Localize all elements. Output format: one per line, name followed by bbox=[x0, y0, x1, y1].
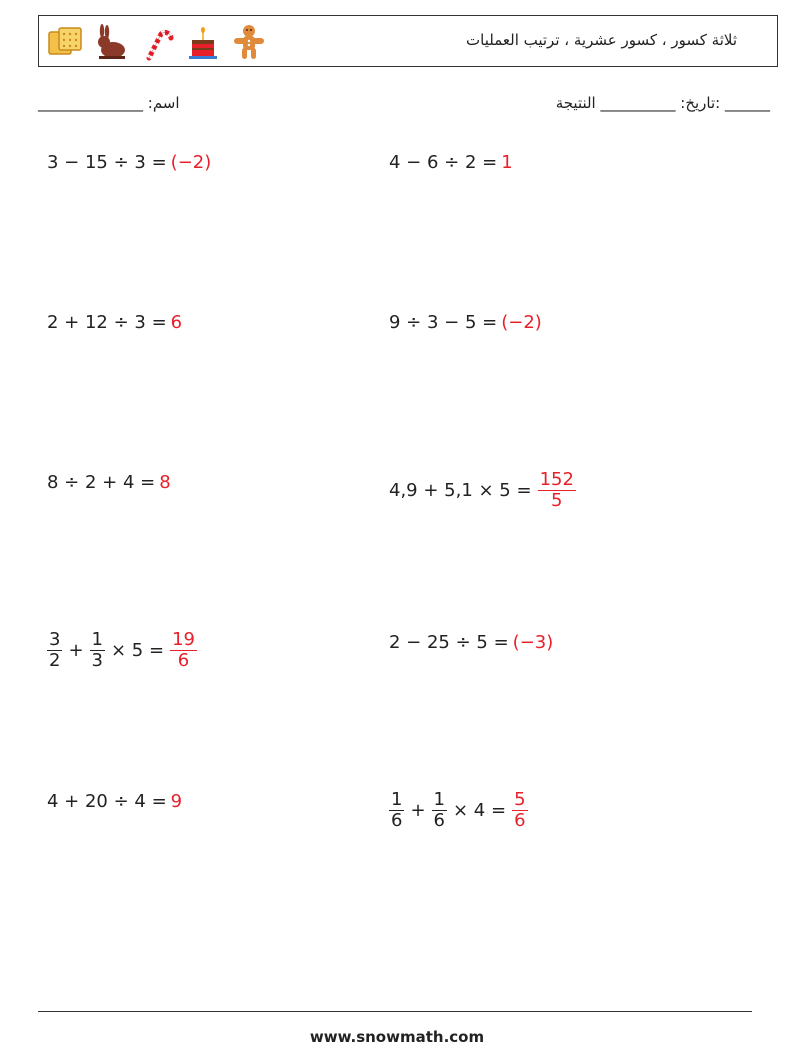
problem-expression: 2 − 25 ÷ 5 = bbox=[389, 631, 509, 653]
fraction-denominator: 6 bbox=[177, 649, 190, 671]
operator: + bbox=[68, 639, 84, 661]
fraction-numerator: 19 bbox=[172, 628, 195, 650]
problem-5 bbox=[47, 452, 171, 512]
problem-2 bbox=[389, 132, 513, 192]
problem-answer: 8 bbox=[159, 471, 171, 493]
problem-expression: 8 ÷ 2 + 4 = bbox=[47, 471, 156, 493]
header-icons bbox=[45, 22, 269, 62]
operand-fraction bbox=[432, 790, 447, 831]
cracker-icon bbox=[45, 22, 85, 62]
fraction-numerator: 152 bbox=[539, 468, 574, 490]
fraction-denominator: 6 bbox=[391, 809, 403, 831]
footer-divider bbox=[38, 1011, 752, 1012]
fraction-denominator: 2 bbox=[49, 649, 61, 671]
fraction-denominator: 3 bbox=[91, 649, 103, 671]
operator: + bbox=[410, 799, 426, 821]
problem-6 bbox=[389, 460, 578, 520]
problem-expression: 4,9 + 5,1 × 5 = bbox=[389, 479, 532, 501]
problem-answer: 9 bbox=[170, 790, 183, 812]
footer-website[interactable]: www.snowmath.com bbox=[309, 1028, 485, 1046]
name-field: اسم: ______________ bbox=[38, 94, 180, 112]
answer-fraction bbox=[170, 630, 197, 671]
rabbit-icon bbox=[91, 22, 131, 62]
cake-icon bbox=[183, 22, 223, 62]
operand-fraction bbox=[389, 790, 404, 831]
problem-expression: 9 ÷ 3 − 5 = bbox=[389, 311, 498, 333]
gingerbread-icon bbox=[229, 22, 269, 62]
operand-fraction bbox=[47, 630, 62, 671]
problem-expression: 4 + 20 ÷ 4 = bbox=[47, 790, 167, 812]
operand-fraction bbox=[90, 630, 105, 671]
problem-answer: 6 bbox=[170, 311, 183, 333]
fraction-denominator: 6 bbox=[514, 809, 526, 831]
problem-9 bbox=[47, 771, 182, 831]
fraction-numerator: 5 bbox=[514, 788, 526, 810]
problem-expression-rest: × 4 = bbox=[453, 799, 507, 821]
problem-1 bbox=[47, 132, 211, 192]
problem-answer: (−2) bbox=[501, 311, 542, 333]
problem-expression: 2 + 12 ÷ 3 = bbox=[47, 311, 167, 333]
problem-expression: 3 − 15 ÷ 3 = bbox=[47, 151, 167, 173]
worksheet-title: ثلاثة كسور ، كسور عشرية ، ترتيب العمليات bbox=[466, 31, 737, 49]
fraction-denominator: 6 bbox=[433, 809, 445, 831]
fraction-numerator: 3 bbox=[49, 628, 61, 650]
problem-answer: (−2) bbox=[170, 151, 212, 173]
problem-answer: 1 bbox=[501, 151, 513, 173]
candy-cane-icon bbox=[137, 22, 177, 62]
problem-3 bbox=[47, 292, 182, 352]
fraction-numerator: 1 bbox=[391, 788, 403, 810]
problem-7 bbox=[45, 620, 199, 680]
header-box bbox=[38, 15, 778, 67]
problem-8 bbox=[389, 612, 553, 672]
answer-fraction bbox=[512, 790, 527, 831]
answer-fraction bbox=[538, 470, 576, 511]
date-score-field: ______ :تاريخ: __________ النتيجة bbox=[555, 94, 770, 112]
fraction-denominator: 5 bbox=[551, 489, 563, 511]
problem-4 bbox=[389, 292, 542, 352]
fraction-numerator: 1 bbox=[433, 788, 445, 810]
problem-expression: 4 − 6 ÷ 2 = bbox=[389, 151, 498, 173]
problem-expression-rest: × 5 = bbox=[111, 639, 165, 661]
problem-answer: (−3) bbox=[512, 631, 554, 653]
problem-10 bbox=[387, 780, 530, 840]
fraction-numerator: 1 bbox=[91, 628, 103, 650]
